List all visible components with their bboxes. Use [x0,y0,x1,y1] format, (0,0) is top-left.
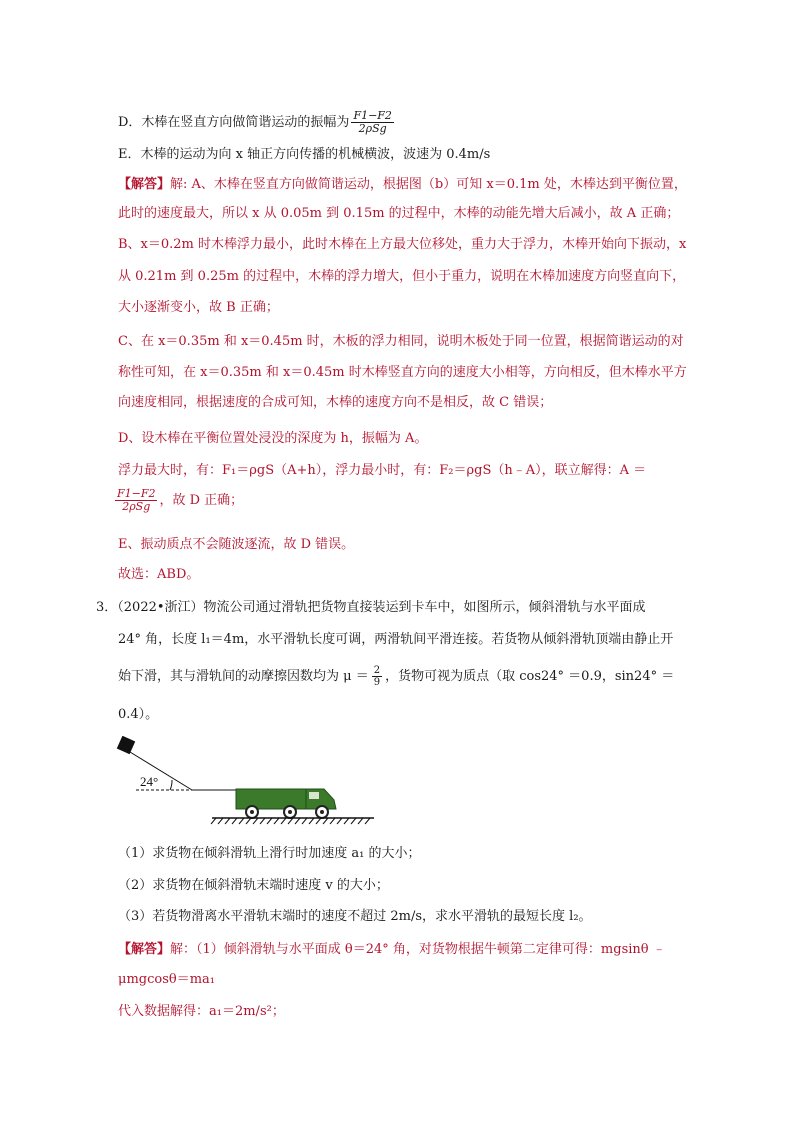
sub-question-1: （1）求货物在倾斜滑轨上滑行时加速度 a₁ 的大小； [118,846,421,861]
answer3-line-1: 【解答】解：（1）倾斜滑轨与水平面成 θ＝24° 角，对货物根据牛顿第二定律可得：mgsinθ ﹣ [118,942,666,957]
sub-question-3: （3）若货物滑离水平滑轨末端时的速度不超过 2m/s，求水平滑轨的最短长度 l₂。 [118,909,592,924]
q3-line-1: 3．（2022•浙江）物流公司通过滑轨把货物直接装运到卡车中，如图所示，倾斜滑轨与水平面成 [96,600,646,615]
angle-arc [170,780,172,790]
answer-tag: 【解答】 [118,942,171,957]
q3-line-2: 24° 角，长度 l₁＝4m，水平滑轨长度可调，两滑轨间平滑连接。若货物从倾斜滑轨顶端由静止开 [118,632,674,647]
q3-line-4: 0.4）。 [118,707,159,722]
slide-truck-figure [112,736,382,830]
answer1-line-11: $\frac{F1-F2}{\text{2ρSg}}$ ，故 D 正确； [117,487,244,513]
answer1-line-2: 此时的速度最大，所以 x 从 0.05m 到 0.15m 的过程中，木棒的动能先增大后减小，故 A 正确； [118,206,680,221]
answer-tag: 【解答】 [118,177,171,192]
answer1-line-4: 从 0.21m 到 0.25m 的过程中，木棒的浮力增大，但小于重力，说明在木棒加速度方向竖直向下， [118,269,686,284]
amplitude-result-fraction: $\frac{F1-F2}{\text{2ρSg}}$ [117,487,156,513]
truck-cargo-bed [236,789,306,809]
answer1-line-6: C、在 x＝0.35m 和 x＝0.45m 时，木板的浮力相同，说明木板处于同一位置，根据简谐运动的对 [118,334,684,349]
answer3-line-2: μmgcosθ＝ma₁ [118,972,215,987]
sub-question-2: （2）求货物在倾斜滑轨末端时速度 v 的大小； [118,878,389,893]
angle-label: 24° [140,774,159,789]
mu-fraction: $\frac{2}{9}$ [373,665,381,688]
answer1-line-5: 大小逐渐变小，故 B 正确； [118,300,279,315]
answer1-line-12: E、振动质点不会随波逐流，故 D 错误。 [118,537,355,552]
answer1-line-3: B、x＝0.2m 时木棒浮力最小，此时木棒在上方最大位移处，重力大于浮力，木棒开始向下振动，x [118,237,687,252]
option-d: D．木棒在竖直方向做简谐运动的振幅为 $\frac{F1-F2}{\text{2ρSg}}$ [118,109,392,135]
answer3-line-3: 代入数据解得：a₁＝2m/s²； [118,1004,285,1019]
answer1-line-7: 称性可知，在 x＝0.35m 和 x＝0.45m 时木棒竖直方向的速度大小相等，方向相反，但木棒水平方 [118,365,687,380]
answer1-line-1: 【解答】解: A、木棒在竖直方向做简谐运动，根据图（b）可知 x＝0.1m 处，木棒达到平衡位置， [118,177,687,192]
answer1-line-9: D、设木棒在平衡位置处浸没的深度为 h，振幅为 A。 [118,431,428,446]
answer1-line-8: 向速度相同，根据速度的合成可知，木棒的速度方向不是相反，故 C 错误； [118,395,553,410]
answer1-line-13: 故选：ABD。 [118,567,200,582]
option-e: E．木棒的运动为向 x 轴正方向传播的机械横波，波速为 0.4m/s [118,147,491,162]
q3-line-3: 始下滑，其与滑轨间的动摩擦因数均为 μ ＝ $\frac{2}{9}$ ，货物可视为质点（取 cos24° ＝0.9，sin24° ＝ [118,665,675,688]
truck-window [309,792,319,799]
amplitude-fraction: $\frac{F1-F2}{\text{2ρSg}}$ [353,109,392,135]
answer1-line-10: 浮力最大时，有：F₁＝ρgS（A+h），浮力最小时，有：F₂＝ρgS（h﹣A），联立解得：A ＝ [118,463,647,478]
cargo-block [117,736,135,754]
